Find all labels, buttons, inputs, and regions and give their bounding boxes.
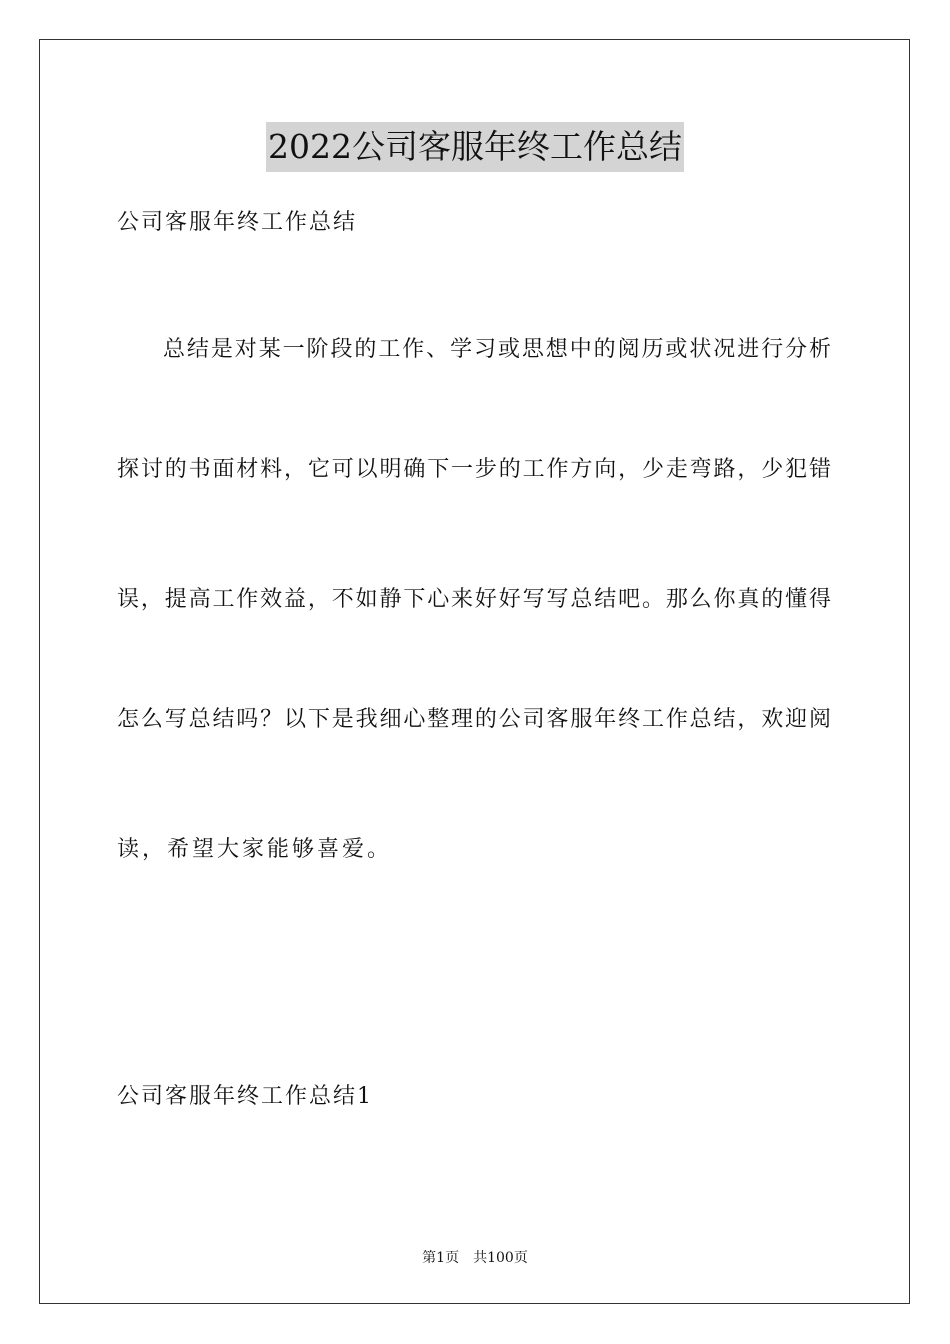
paragraph-line-1: 总结是对某一阶段的工作、学习或思想中的阅历或状况进行分析 <box>163 337 831 362</box>
paragraph-line-2: 探讨的书面材料，它可以明确下一步的工作方向，少走弯路，少犯错 <box>117 457 831 482</box>
page-number: 第1页 <box>422 1250 460 1266</box>
title-container <box>0 122 950 172</box>
document-subtitle: 公司客服年终工作总结 <box>117 210 358 235</box>
paragraph-line-4: 怎么写总结吗？以下是我细心整理的公司客服年终工作总结，欢迎阅 <box>117 707 831 732</box>
page-footer <box>0 1248 950 1268</box>
section-heading: 公司客服年终工作总结1 <box>117 1084 373 1109</box>
paragraph-line-3: 误，提高工作效益，不如静下心来好好写写总结吧。那么你真的懂得 <box>117 587 831 612</box>
paragraph-line-5: 读，希望大家能够喜爱。 <box>117 837 393 862</box>
document-title: 2022公司客服年终工作总结 <box>266 122 684 172</box>
page-total: 共100页 <box>473 1250 528 1266</box>
